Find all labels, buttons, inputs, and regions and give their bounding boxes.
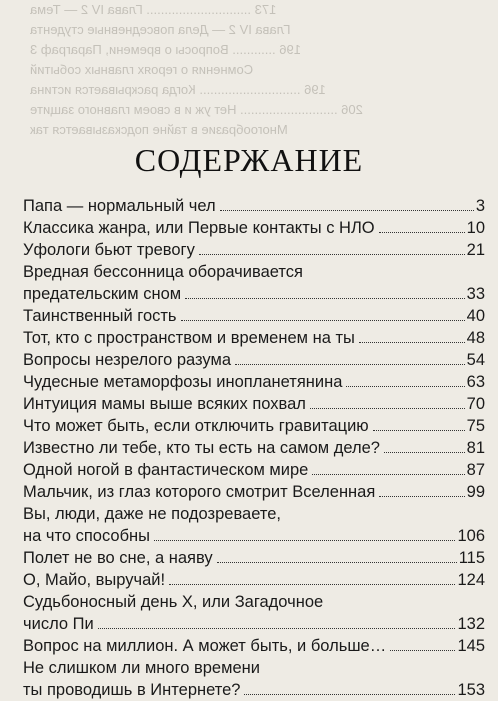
bleed-line: Многообразие в тайне подсказывается так — [30, 122, 288, 137]
dot-leader — [181, 320, 465, 321]
toc-entry-title: Тот, кто с пространством и временем на ты — [23, 329, 355, 347]
toc-entry-title: Одной ногой в фантастическом мире — [23, 461, 309, 479]
toc-entry-title: Полет не во сне, а наяву — [23, 549, 213, 567]
dot-leader — [235, 364, 465, 365]
bleed-line: 196 ............ Вопросы о времени, Параграф 3 — [30, 42, 301, 57]
toc-entry[interactable] — [23, 349, 485, 371]
table-of-contents — [23, 195, 485, 701]
toc-page-number: 132 — [457, 615, 485, 633]
toc-entry-title: О, Майо, выручай! — [23, 571, 166, 589]
toc-entry[interactable] — [23, 393, 485, 415]
toc-entry-title: Классика жанра, или Первые контакты с НЛО — [23, 219, 375, 237]
toc-entry[interactable] — [23, 195, 485, 217]
toc-entry-title: число Пи — [23, 615, 94, 633]
toc-page-number: 87 — [466, 461, 485, 479]
toc-entry-title: предательским сном — [23, 285, 182, 303]
dot-leader — [98, 628, 456, 629]
toc-entry-title: Судьбоносный день Х, или Загадочное — [23, 593, 324, 611]
toc-entry[interactable] — [23, 239, 485, 261]
toc-entry[interactable] — [23, 327, 485, 349]
toc-entry[interactable] — [23, 415, 485, 437]
toc-entry[interactable] — [23, 217, 485, 239]
toc-page-number: 145 — [457, 637, 485, 655]
toc-page-number: 153 — [457, 681, 485, 699]
dot-leader — [312, 474, 464, 475]
toc-entry-title: Папа — нормальный чел — [23, 197, 216, 215]
toc-entry-title: Вопрос на миллион. А может быть, и больше… — [23, 637, 387, 655]
toc-entry-title: Что может быть, если отключить гравитацию — [23, 417, 369, 435]
toc-entry-title: Вредная бессонница оборачивается — [23, 263, 303, 281]
toc-entry[interactable] — [23, 503, 485, 547]
dot-leader — [384, 452, 465, 453]
toc-entry[interactable] — [23, 547, 485, 569]
toc-page-number: 63 — [466, 373, 485, 391]
toc-page-number: 75 — [466, 417, 485, 435]
dot-leader — [310, 408, 465, 409]
toc-page-number: 124 — [457, 571, 485, 589]
toc-page-number: 3 — [475, 197, 485, 215]
dot-leader — [169, 584, 455, 585]
toc-page-number: 48 — [466, 329, 485, 347]
toc-page-number: 54 — [466, 351, 485, 369]
dot-leader — [185, 298, 465, 299]
toc-page-number: 40 — [466, 307, 485, 325]
dot-leader — [346, 386, 464, 387]
toc-entry-title: Уфологи бьют тревогу — [23, 241, 195, 259]
toc-entry[interactable] — [23, 591, 485, 635]
toc-page-number: 21 — [466, 241, 485, 259]
toc-entry-title: Интуиция мамы выше всяких похвал — [23, 395, 306, 413]
toc-entry-title: Вопросы незрелого разума — [23, 351, 231, 369]
dot-leader — [359, 342, 465, 343]
bleed-line: 206 ........................... Нет уж и в своем главного защите — [30, 102, 363, 117]
toc-entry-title: Чудесные метаморфозы инопланетянина — [23, 373, 343, 391]
bleed-through-text — [0, 0, 498, 140]
toc-entry-title: на что способны — [23, 527, 150, 545]
toc-page-number: 70 — [466, 395, 485, 413]
toc-entry[interactable] — [23, 657, 485, 701]
toc-entry[interactable] — [23, 437, 485, 459]
dot-leader — [379, 496, 464, 497]
toc-page-number: 10 — [466, 219, 485, 237]
toc-page-number: 106 — [457, 527, 485, 545]
dot-leader — [379, 232, 465, 233]
toc-entry-title: Известно ли тебе, кто ты есть на самом деле? — [23, 439, 380, 457]
bleed-line: 173 ............................. Глава IV 2 — Тема — [30, 2, 277, 17]
toc-page-number: 115 — [458, 549, 485, 567]
toc-entry-title: Не слишком ли много времени — [23, 659, 260, 677]
toc-page-number: 81 — [466, 439, 485, 457]
dot-leader — [390, 650, 455, 651]
bleed-line: Сомнения о героях главных событий — [30, 62, 254, 77]
dot-leader — [199, 254, 465, 255]
toc-page-number: 99 — [466, 483, 485, 501]
dot-leader — [217, 562, 457, 563]
toc-entry[interactable] — [23, 305, 485, 327]
toc-entry-title: Вы, люди, даже не подозреваете, — [23, 505, 281, 523]
toc-entry-title: Таинственный гость — [23, 307, 177, 325]
dot-leader — [373, 430, 465, 431]
toc-entry-title: Мальчик, из глаз которого смотрит Вселенная — [23, 483, 376, 501]
dot-leader — [220, 210, 474, 211]
toc-entry[interactable] — [23, 371, 485, 393]
toc-entry[interactable] — [23, 261, 485, 305]
toc-entry[interactable] — [23, 481, 485, 503]
dot-leader — [244, 694, 455, 695]
toc-entry[interactable] — [23, 569, 485, 591]
toc-page-number: 33 — [466, 285, 485, 303]
bleed-line: 196 ............................ Когда раскрывается истина — [30, 82, 326, 97]
toc-title: СОДЕРЖАНИЕ — [134, 142, 364, 178]
toc-entry-title: ты проводишь в Интернете? — [23, 681, 241, 699]
dot-leader — [154, 540, 455, 541]
bleed-line: Глава IV 2 — Дела повседневные студента — [30, 22, 291, 37]
toc-entry[interactable] — [23, 635, 485, 657]
toc-entry[interactable] — [23, 459, 485, 481]
